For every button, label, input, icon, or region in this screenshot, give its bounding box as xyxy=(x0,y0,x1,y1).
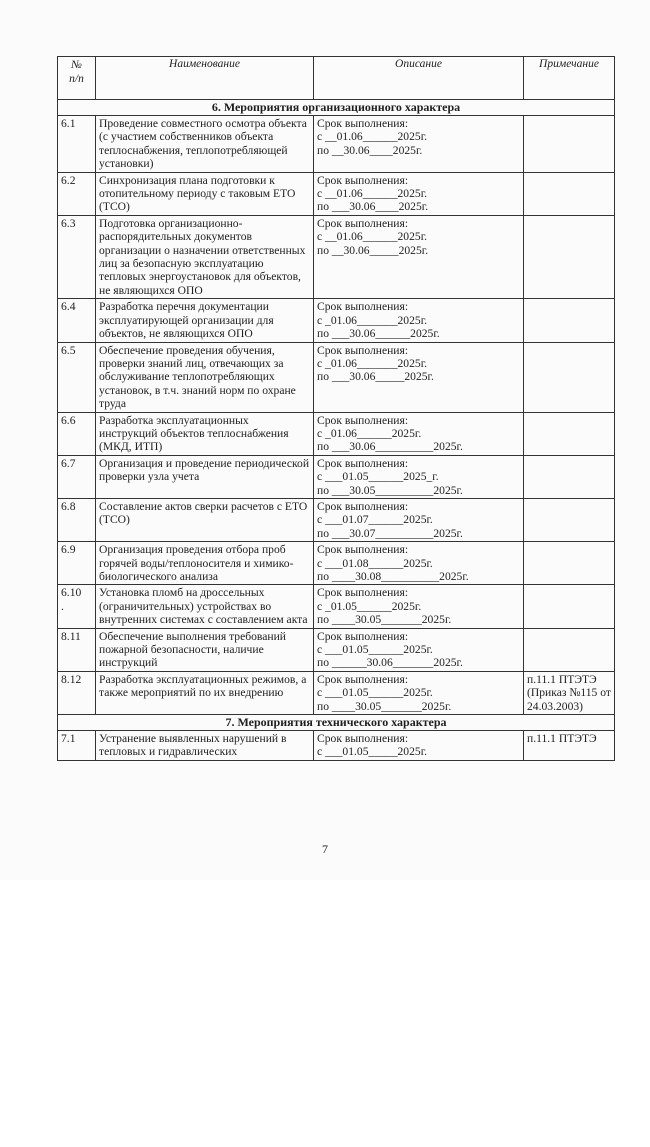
row-description xyxy=(314,542,524,585)
row-number: 6.2 xyxy=(58,172,96,215)
deadline-line: по ____30.05_______2025г. xyxy=(317,613,452,627)
row-note xyxy=(524,412,615,455)
row-note xyxy=(524,172,615,215)
deadline-label: Срок выполнения: xyxy=(317,343,409,357)
row-description xyxy=(314,585,524,628)
deadline-label: Срок выполнения: xyxy=(317,300,409,314)
deadline-label: Срок выполнения: xyxy=(317,543,409,557)
row-note xyxy=(524,628,615,671)
deadline-line: с __01.06______2025г. xyxy=(317,187,428,201)
row-name: Обеспечение выполнения требований пожарной безопасности, наличие инструкций xyxy=(96,628,314,671)
row-number: 6.4 xyxy=(58,299,96,342)
deadline-label: Срок выполнения: xyxy=(317,117,409,130)
row-note: п.11.1 ПТЭТЭ (Приказ №115 от 24.03.2003) xyxy=(524,671,615,714)
deadline-line: с ___01.05______2025_г. xyxy=(317,470,439,484)
row-name: Составление актов сверки расчетов с ЕТО (ТСО) xyxy=(96,498,314,541)
deadline-line: с _01.05______2025г. xyxy=(317,599,422,613)
row-name: Проведение совместного осмотра объекта (с участием собственников объекта теплоснабжения, теплопотребляющей установки) xyxy=(96,116,314,173)
row-description xyxy=(314,628,524,671)
table-row xyxy=(58,628,615,671)
table-row xyxy=(58,215,615,298)
deadline-label: Срок выполнения: xyxy=(317,499,409,513)
row-description xyxy=(314,116,524,173)
row-number: 6.9 xyxy=(58,542,96,585)
deadline-line: с _01.06______2025г. xyxy=(317,426,422,440)
section-row xyxy=(58,100,615,116)
row-description xyxy=(314,412,524,455)
row-description xyxy=(314,455,524,498)
section-row xyxy=(58,715,615,731)
row-note xyxy=(524,116,615,173)
row-description xyxy=(314,299,524,342)
deadline-label: Срок выполнения: xyxy=(317,413,409,427)
row-description xyxy=(314,731,524,761)
deadline-line: с ___01.05______2025г. xyxy=(317,643,433,657)
deadline-line: по ____30.08__________2025г. xyxy=(317,570,469,583)
table-row xyxy=(58,172,615,215)
row-number: 6.6 xyxy=(58,412,96,455)
deadline-line: по __30.06_____2025г. xyxy=(317,243,429,257)
row-number: 6.10 . xyxy=(58,585,96,628)
table-row xyxy=(58,412,615,455)
deadline-line: по ______30.06_______2025г. xyxy=(317,656,463,670)
row-number: 8.12 xyxy=(58,671,96,714)
row-note xyxy=(524,542,615,585)
deadline-line: по ___30.07__________2025г. xyxy=(317,526,463,540)
deadline-label: Срок выполнения: xyxy=(317,629,409,643)
row-name: Устранение выявленных нарушений в тепловых и гидравлических xyxy=(96,731,314,761)
deadline-label: Срок выполнения: xyxy=(317,732,409,746)
header-name: Наименование xyxy=(96,57,314,100)
deadline-label: Срок выполнения: xyxy=(317,456,409,470)
deadline-label: Срок выполнения: xyxy=(317,216,409,230)
deadline-line: по ___30.06______2025г. xyxy=(317,327,440,341)
row-note xyxy=(524,498,615,541)
row-note xyxy=(524,455,615,498)
row-note: п.11.1 ПТЭТЭ xyxy=(524,731,615,761)
row-number: 6.1 xyxy=(58,116,96,173)
table-row xyxy=(58,498,615,541)
row-name: Обеспечение проведения обучения, проверки знаний лиц, отвечающих за обслуживание теплопотребляющих установок, в т.ч. знаний норм по охране труда xyxy=(96,342,314,412)
deadline-line: по ____30.05_______2025г. xyxy=(317,699,452,713)
deadline-line: с ___01.07______2025г. xyxy=(317,513,433,527)
row-number: 6.7 xyxy=(58,455,96,498)
table-row xyxy=(58,671,615,714)
deadline-line: с ___01.05______2025г. xyxy=(317,686,433,700)
row-description xyxy=(314,215,524,298)
deadline-line: с _01.06_______2025г. xyxy=(317,356,428,370)
measures-table xyxy=(57,56,615,761)
deadline-line: по ___30.05__________2025г. xyxy=(317,483,463,497)
row-note xyxy=(524,299,615,342)
header-note: Примечание xyxy=(524,57,615,100)
table-row xyxy=(58,342,615,412)
row-name: Организация и проведение периодической проверки узла учета xyxy=(96,455,314,498)
deadline-line: с ___01.05_____2025г. xyxy=(317,745,428,759)
row-description xyxy=(314,671,524,714)
deadline-line: по ___30.06__________2025г. xyxy=(317,440,463,454)
deadline-line: с __01.06______2025г. xyxy=(317,230,428,244)
row-number: 6.8 xyxy=(58,498,96,541)
deadline-label: Срок выполнения: xyxy=(317,586,409,600)
row-name: Организация проведения отбора проб горячей воды/теплоносителя и химико-биологического анализа xyxy=(96,542,314,585)
row-note xyxy=(524,215,615,298)
table-row xyxy=(58,116,615,173)
header-num: № п/п xyxy=(58,57,96,100)
row-number: 6.3 xyxy=(58,215,96,298)
header-description: Описание xyxy=(314,57,524,100)
row-number: 8.11 xyxy=(58,628,96,671)
table-row xyxy=(58,731,615,761)
table-row xyxy=(58,542,615,585)
row-description xyxy=(314,498,524,541)
row-description xyxy=(314,172,524,215)
deadline-line: с __01.06______2025г. xyxy=(317,130,428,144)
page-number: 7 xyxy=(322,842,328,856)
row-note xyxy=(524,342,615,412)
deadline-line: с ___01.08______2025г. xyxy=(317,556,433,570)
row-number: 7.1 xyxy=(58,731,96,761)
row-name: Разработка эксплуатационных инструкций объектов теплоснабжения (МКД, ИТП) xyxy=(96,412,314,455)
deadline-line: по ___30.06_____2025г. xyxy=(317,370,434,384)
deadline-line: по __30.06____2025г. xyxy=(317,143,423,157)
row-name: Разработка перечня документации эксплуатирующей организации для объектов, не являющихся ОПО xyxy=(96,299,314,342)
table-header-row xyxy=(58,57,615,100)
row-note xyxy=(524,585,615,628)
row-description xyxy=(314,342,524,412)
row-number: 6.5 xyxy=(58,342,96,412)
table-row xyxy=(58,455,615,498)
row-name: Подготовка организационно-распорядительных документов организации о назначении ответственных лиц за безопасную эксплуатацию тепловых энергоустановок для объектов, не являющихся ОПО xyxy=(96,215,314,298)
table-row xyxy=(58,299,615,342)
deadline-line: с _01.06_______2025г. xyxy=(317,313,428,327)
row-name: Разработка эксплуатационных режимов, а также мероприятий по их внедрению xyxy=(96,671,314,714)
row-name: Установка пломб на дроссельных (ограничительных) устройствах во внутренних системах с составлением акта xyxy=(96,585,314,628)
deadline-label: Срок выполнения: xyxy=(317,173,409,187)
deadline-line: по ___30.06____2025г. xyxy=(317,200,429,214)
section-7-title: 7. Мероприятия технического характера xyxy=(58,715,615,731)
section-6-title: 6. Мероприятия организационного характера xyxy=(58,100,615,116)
deadline-label: Срок выполнения: xyxy=(317,672,409,686)
row-name: Синхронизация плана подготовки к отопительному периоду с таковым ЕТО (ТСО) xyxy=(96,172,314,215)
table-row xyxy=(58,585,615,628)
